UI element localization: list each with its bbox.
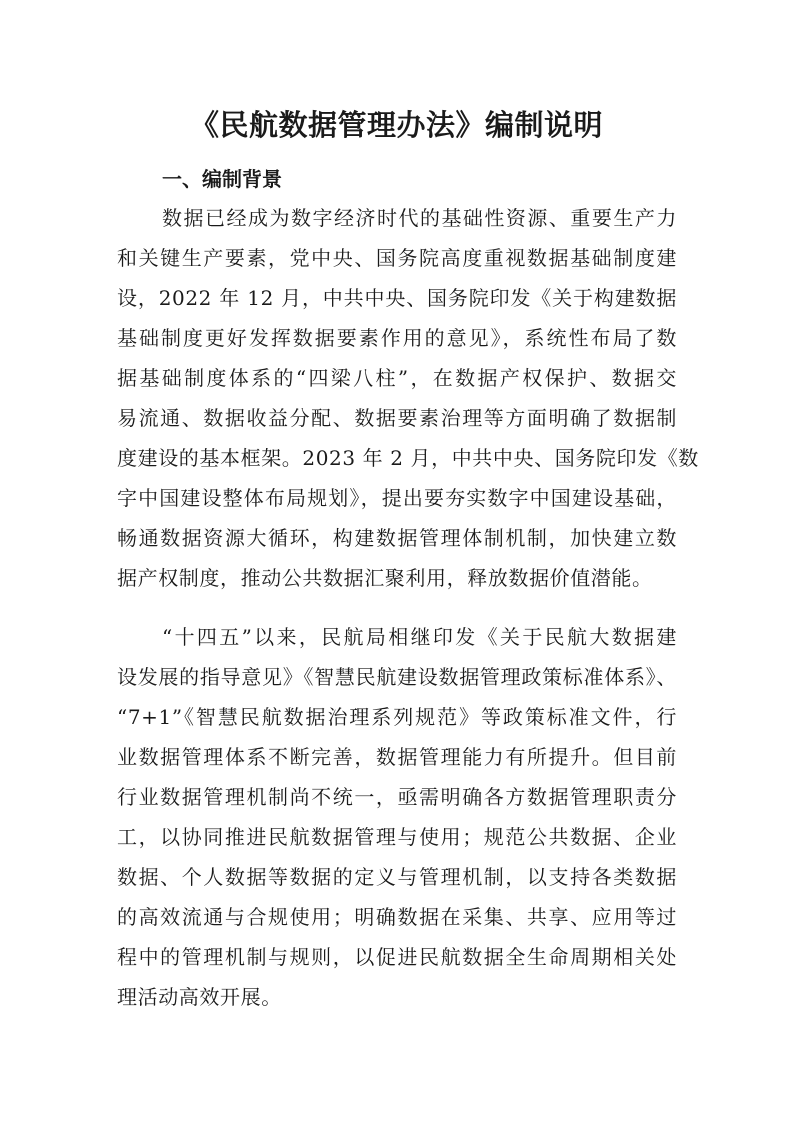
paragraph-line: 的高效流通与合规使用；明确数据在采集、共享、应用等过 [117,905,677,929]
paragraph-line: 易流通、数据收益分配、数据要素治理等方面明确了数据制 [117,406,677,430]
paragraph-line: 据产权制度，推动公共数据汇聚利用，释放数据价值潜能。 [117,566,653,590]
paragraph-line: 设发展的指导意见》《智慧民航建设数据管理政策标准体系》、 [117,665,677,689]
paragraph-line: 字中国建设整体布局规划》，提出要夯实数字中国建设基础， [117,486,677,510]
paragraph-line: 据基础制度体系的“四梁八柱”，在数据产权保护、数据交 [117,366,677,390]
paragraph-line: 基础制度更好发挥数据要素作用的意见》，系统性布局了数 [117,326,677,350]
paragraph-line: 数据已经成为数字经济时代的基础性资源、重要生产力 [162,206,677,230]
paragraph-line: 和关键生产要素，党中央、国务院高度重视数据基础制度建 [117,246,677,270]
paragraph-line: 程中的管理机制与规则，以促进民航数据全生命周期相关处 [117,945,677,969]
paragraph-line: 度建设的基本框架。2023 年 2 月，中共中央、国务院印发《数 [117,446,699,470]
paragraph-line: “7+1”《智慧民航数据治理系列规范》等政策标准文件，行 [117,705,677,729]
paragraph-line: 行业数据管理机制尚不统一，亟需明确各方数据管理职责分 [117,785,677,809]
paragraph-line: 业数据管理体系不断完善，数据管理能力有所提升。但目前 [117,745,677,769]
paragraph-1 [117,198,699,598]
paragraph-line: 工，以协同推进民航数据管理与使用；规范公共数据、企业 [117,825,677,849]
paragraph-line: 数据、个人数据等数据的定义与管理机制，以支持各类数据 [117,865,677,889]
paragraph-line: 设，2022 年 12 月，中共中央、国务院印发《关于构建数据 [117,286,677,310]
paragraph-line: 理活动高效开展。 [117,985,282,1009]
document-title: 《民航数据管理办法》编制说明 [189,108,603,142]
section-heading-background: 一、编制背景 [162,167,282,191]
paragraph-2 [117,617,677,1017]
paragraph-line: 畅通数据资源大循环，构建数据管理体制机制，加快建立数 [117,526,677,550]
paragraph-line: “十四五”以来，民航局相继印发《关于民航大数据建 [162,625,677,649]
